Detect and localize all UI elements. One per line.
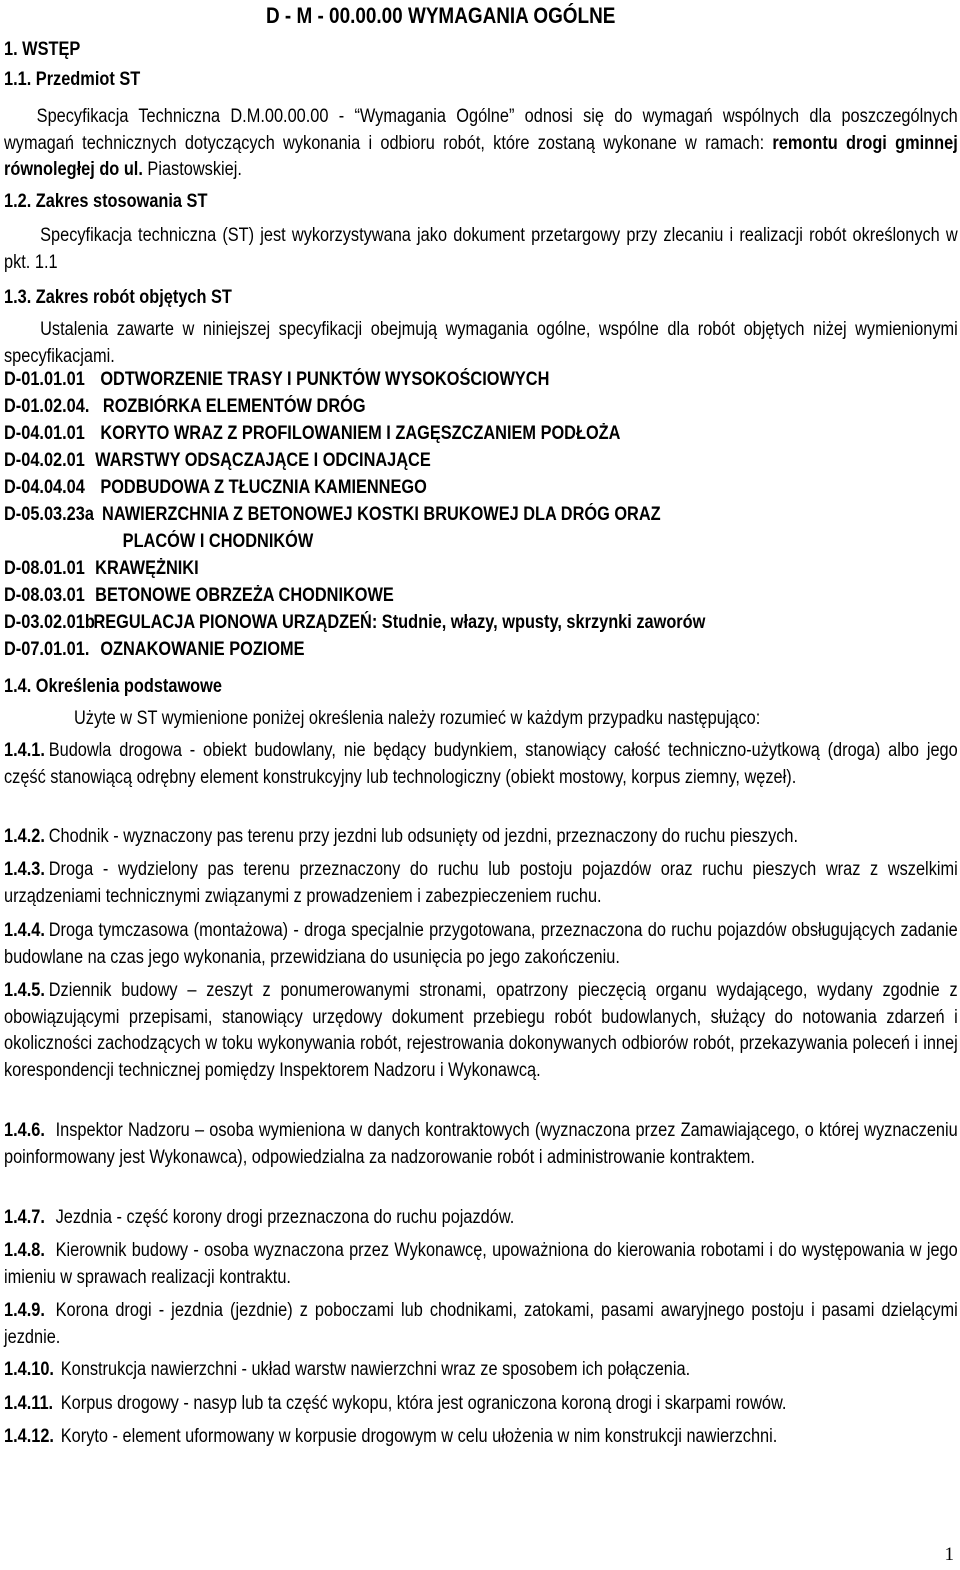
subsection-heading-1-4: 1.4. Określenia podstawowe [4,676,222,697]
spec-item: D-07.01.01. OZNAKOWANIE POZIOME [4,639,305,660]
spec-item: D-03.02.01bREGULACJA PIONOWA URZĄDZEŃ: Studnie, włazy, wpusty, skrzynki zaworów [4,612,706,633]
spec-item: D-05.03.23a NAWIERZCHNIA Z BETONOWEJ KOSTKI BRUKOWEJ DLA DRÓG ORAZ [4,504,661,525]
definition-1-4-9: 1.4.9. Korona drogi - jezdnia (jezdnie) z poboczami lub chodnikami, zatokami, pasami awaryjnego postoju i pasami dzielącymi jezdnie. [4,1300,958,1348]
page-title: D - M - 00.00.00 WYMAGANIA OGÓLNE [266,3,616,28]
spec-item: D-01.01.01 ODTWORZENIE TRASY I PUNKTÓW WYSOKOŚCIOWYCH [4,369,550,390]
spec-item: D-04.02.01 WARSTWY ODSĄCZAJĄCE I ODCINAJĄCE [4,450,431,471]
paragraph-1-2: Specyfikacja techniczna (ST) jest wykorzystywana jako dokument przetargowy przy zlecaniu i realizacji robót określonych w pkt. 1.1 [4,225,958,273]
spec-item: PLACÓW I CHODNIKÓW [122,531,314,552]
subsection-heading-1-2: 1.2. Zakres stosowania ST [4,191,208,212]
definition-1-4-7: 1.4.7. Jezdnia - część korony drogi przeznaczona do ruchu pojazdów. [4,1207,515,1228]
definition-1-4-5: 1.4.5. Dziennik budowy – zeszyt z ponumerowanymi stronami, opatrzony pieczęcią organu wydającego, wydany zgodnie z obowiązującymi przepisami, stanowiący urzędowy dokument przebiegu robót budowlanych, służący do notowania zdarzeń i okoliczności zachodzących w toku wykonywania robót, rejestrowania dokonywanych odbiorów robót, przekazywania poleceń i innej korespondencji technicznej pomiędzy Inspektorem Nadzoru i Wykonawcą. [4,980,958,1081]
definition-1-4-4: 1.4.4. Droga tymczasowa (montażowa) - droga specjalnie przygotowana, przeznaczona do ruchu pojazdów obsługujących zadanie budowlane na czas jego wykonania, przewidziana do usunięcia po jego zakończeniu. [4,920,958,968]
spec-item: D-04.01.01 KORYTO WRAZ Z PROFILOWANIEM I ZAGĘSZCZANIEM PODŁOŻA [4,423,621,444]
definition-1-4-11: 1.4.11. Korpus drogowy - nasyp lub ta część wykopu, która jest ograniczona koroną drogi i skarpami rowów. [4,1393,787,1414]
definition-1-4-6: 1.4.6. Inspektor Nadzoru – osoba wymieniona w danych kontraktowych (wyznaczona przez Zamawiającego, o której wyznaczeniu poinformowany jest Wykonawca), odpowiedzialna za nadzorowanie robót i administrowanie kontraktem. [4,1120,958,1168]
bold-scope-text: remontu drogi gminnej równoległej do ul. [4,132,958,180]
page-number: 1 [944,1544,954,1565]
spec-item: D-08.03.01 BETONOWE OBRZEŻA CHODNIKOWE [4,585,394,606]
definition-1-4-8: 1.4.8. Kierownik budowy - osoba wyznaczona przez Wykonawcę, upoważniona do kierowania robotami i do występowania w jego imieniu w sprawach realizacji kontraktu. [4,1240,958,1288]
paragraph-1-3: Ustalenia zawarte w niniejszej specyfikacji obejmują wymagania ogólne, wspólne dla robót objętych niżej wymienionymi specyfikacjami. [4,319,958,367]
definition-1-4-10: 1.4.10. Konstrukcja nawierzchni - układ warstw nawierzchni wraz ze sposobem ich połączenia. [4,1359,691,1380]
definition-1-4-1: 1.4.1. Budowla drogowa - obiekt budowlany, nie będący budynkiem, stanowiący całość techniczno-użytkową (droga) albo jego część stanowiącą odrębny element konstrukcyjny lub technologiczny (obiekt mostowy, korpus ziemny, węzeł). [4,740,958,788]
subsection-heading-1-3: 1.3. Zakres robót objętych ST [4,287,232,308]
definition-1-4-12: 1.4.12. Koryto - element uformowany w korpusie drogowym w celu ułożenia w nim konstrukcji nawierzchni. [4,1426,778,1447]
definitions-intro: Użyte w ST wymienione poniżej określenia należy rozumieć w każdym przypadku następująco: [74,708,761,729]
spec-list [4,369,820,666]
subsection-heading-1-1: 1.1. Przedmiot ST [4,69,141,90]
definition-1-4-2: 1.4.2. Chodnik - wyznaczony pas terenu przy jezdni lub odsunięty od jezdni, przeznaczony do ruchu pieszych. [4,826,799,847]
section-heading-wstep: 1. WSTĘP [4,39,81,60]
paragraph-1-1: Specyfikacja Techniczna D.M.00.00.00 - “Wymagania Ogólne” odnosi się do wymagań wspólnych dla poszczególnych wymagań technicznych dotyczących wykonania i odbioru robót, które zostaną wykonane w ramach: remontu drogi gminnej równoległej do ul. Piastowskiej. [4,106,958,180]
spec-item: D-04.04.04 PODBUDOWA Z TŁUCZNIA KAMIENNEGO [4,477,427,498]
definition-1-4-3: 1.4.3. Droga - wydzielony pas terenu przeznaczony do ruchu lub postoju pojazdów oraz ruchu pieszych wraz z wszelkimi urządzeniami technicznymi związanymi z prowadzeniem i zabezpieczeniem ruchu. [4,859,958,907]
spec-item: D-01.02.04. ROZBIÓRKA ELEMENTÓW DRÓG [4,396,366,417]
spec-item: D-08.01.01 KRAWĘŻNIKI [4,558,199,579]
